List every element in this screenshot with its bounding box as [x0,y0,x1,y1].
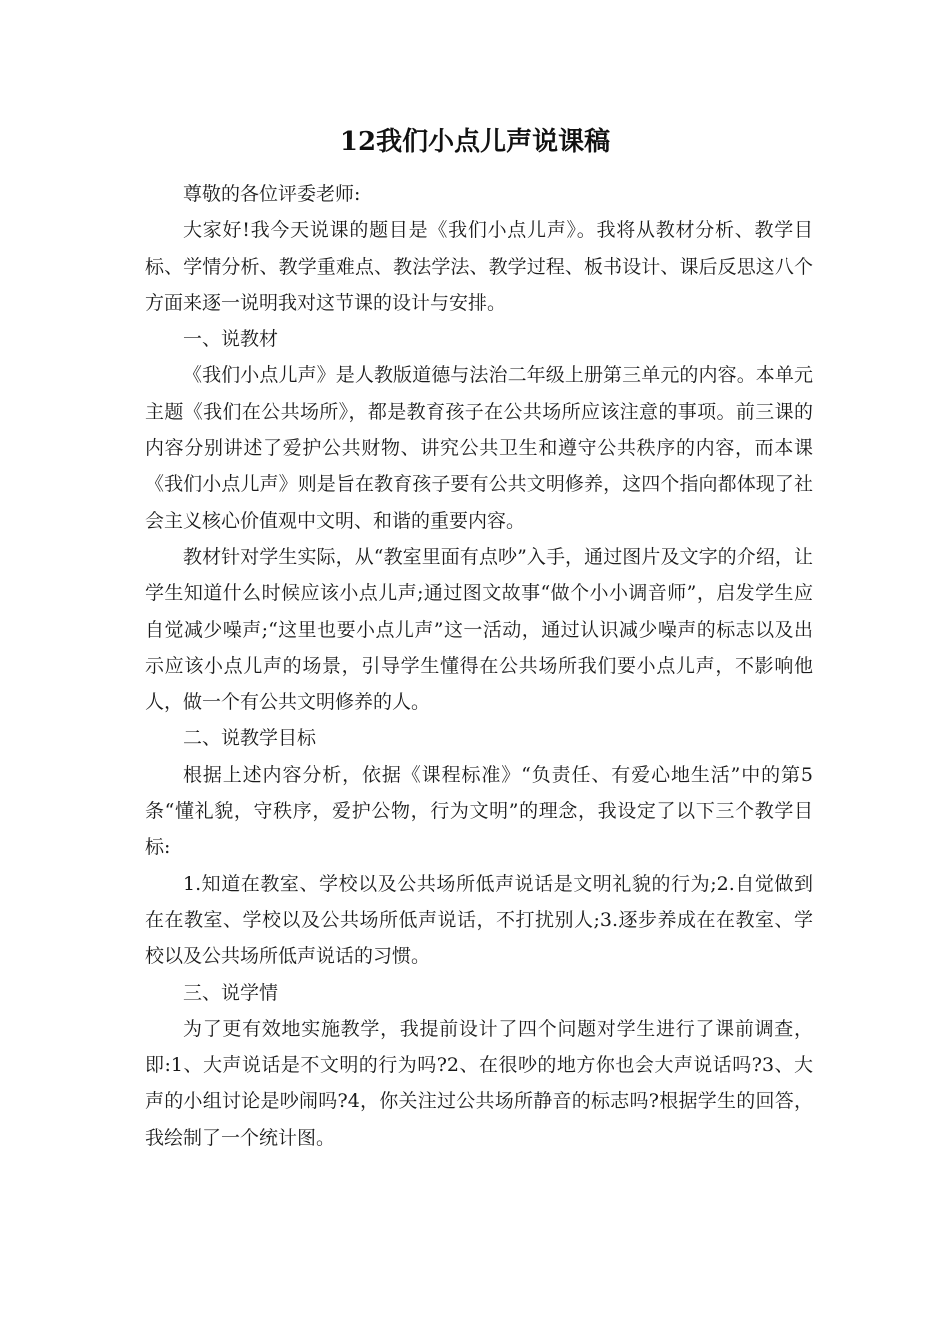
section-heading-learners: 三、说学情 [183,981,279,1004]
paragraph-textbook-2: 教材针对学生实际，从“教室里面有点吵”入手，通过图片及文字的介绍，让学生知道什么时候应该小点儿声;通过图文故事“做个小小调音师”，启发学生应自觉减少噪声;“这里也要小点儿声”这一活动，通过认识减少噪声的标志以及出示应该小点儿声的场景，引导学生懂得在公共场所我们要小点儿声，不影响他人，做一个有公共文明修养的人。 [145,545,813,714]
page-title: 12我们小点儿声说课稿 [339,127,611,157]
paragraph-objectives-2: 1.知道在教室、学校以及公共场所低声说话是文明礼貌的行为;2.自觉做到在在教室、学校以及公共场所低声说话，不打扰别人;3.逐步养成在在教室、学校以及公共场所低声说话的习惯。 [145,872,813,968]
paragraph-intro: 大家好!我今天说课的题目是《我们小点儿声》。我将从教材分析、教学目标、学情分析、教学重难点、教法学法、教学过程、板书设计、课后反思这八个方面来逐一说明我对这节课的设计与安排。 [145,219,813,314]
paragraph-textbook-1: 《我们小点儿声》是人教版道德与法治二年级上册第三单元的内容。本单元主题《我们在公共场所》，都是教育孩子在公共场所应该注意的事项。前三课的内容分别讲述了爱护公共财物、讲究公共卫生和遵守公共秩序的内容，而本课《我们小点儿声》则是旨在教育孩子要有公共文明修养，这四个指向都体现了社会主义核心价值观中文明、和谐的重要内容。 [145,364,813,532]
salutation: 尊敬的各位评委老师: [183,183,361,205]
paragraph-learners: 为了更有效地实施教学，我提前设计了四个问题对学生进行了课前调查，即:1、大声说话是不文明的行为吗?2、在很吵的地方你也会大声说话吗?3、大声的小组讨论是吵闹吗?4，你关注过公共场所静音的标志吗?根据学生的回答，我绘制了一个统计图。 [145,1017,813,1149]
section-heading-objectives: 二、说教学目标 [183,727,317,750]
document-body [145,176,813,1156]
section-heading-textbook: 一、说教材 [183,328,279,351]
paragraph-objectives-1: 根据上述内容分析，依据《课程标准》“负责任、有爱心地生活”中的第5条“懂礼貌，守秩序，爱护公物，行为文明”的理念，我设定了以下三个教学目标: [145,763,813,859]
